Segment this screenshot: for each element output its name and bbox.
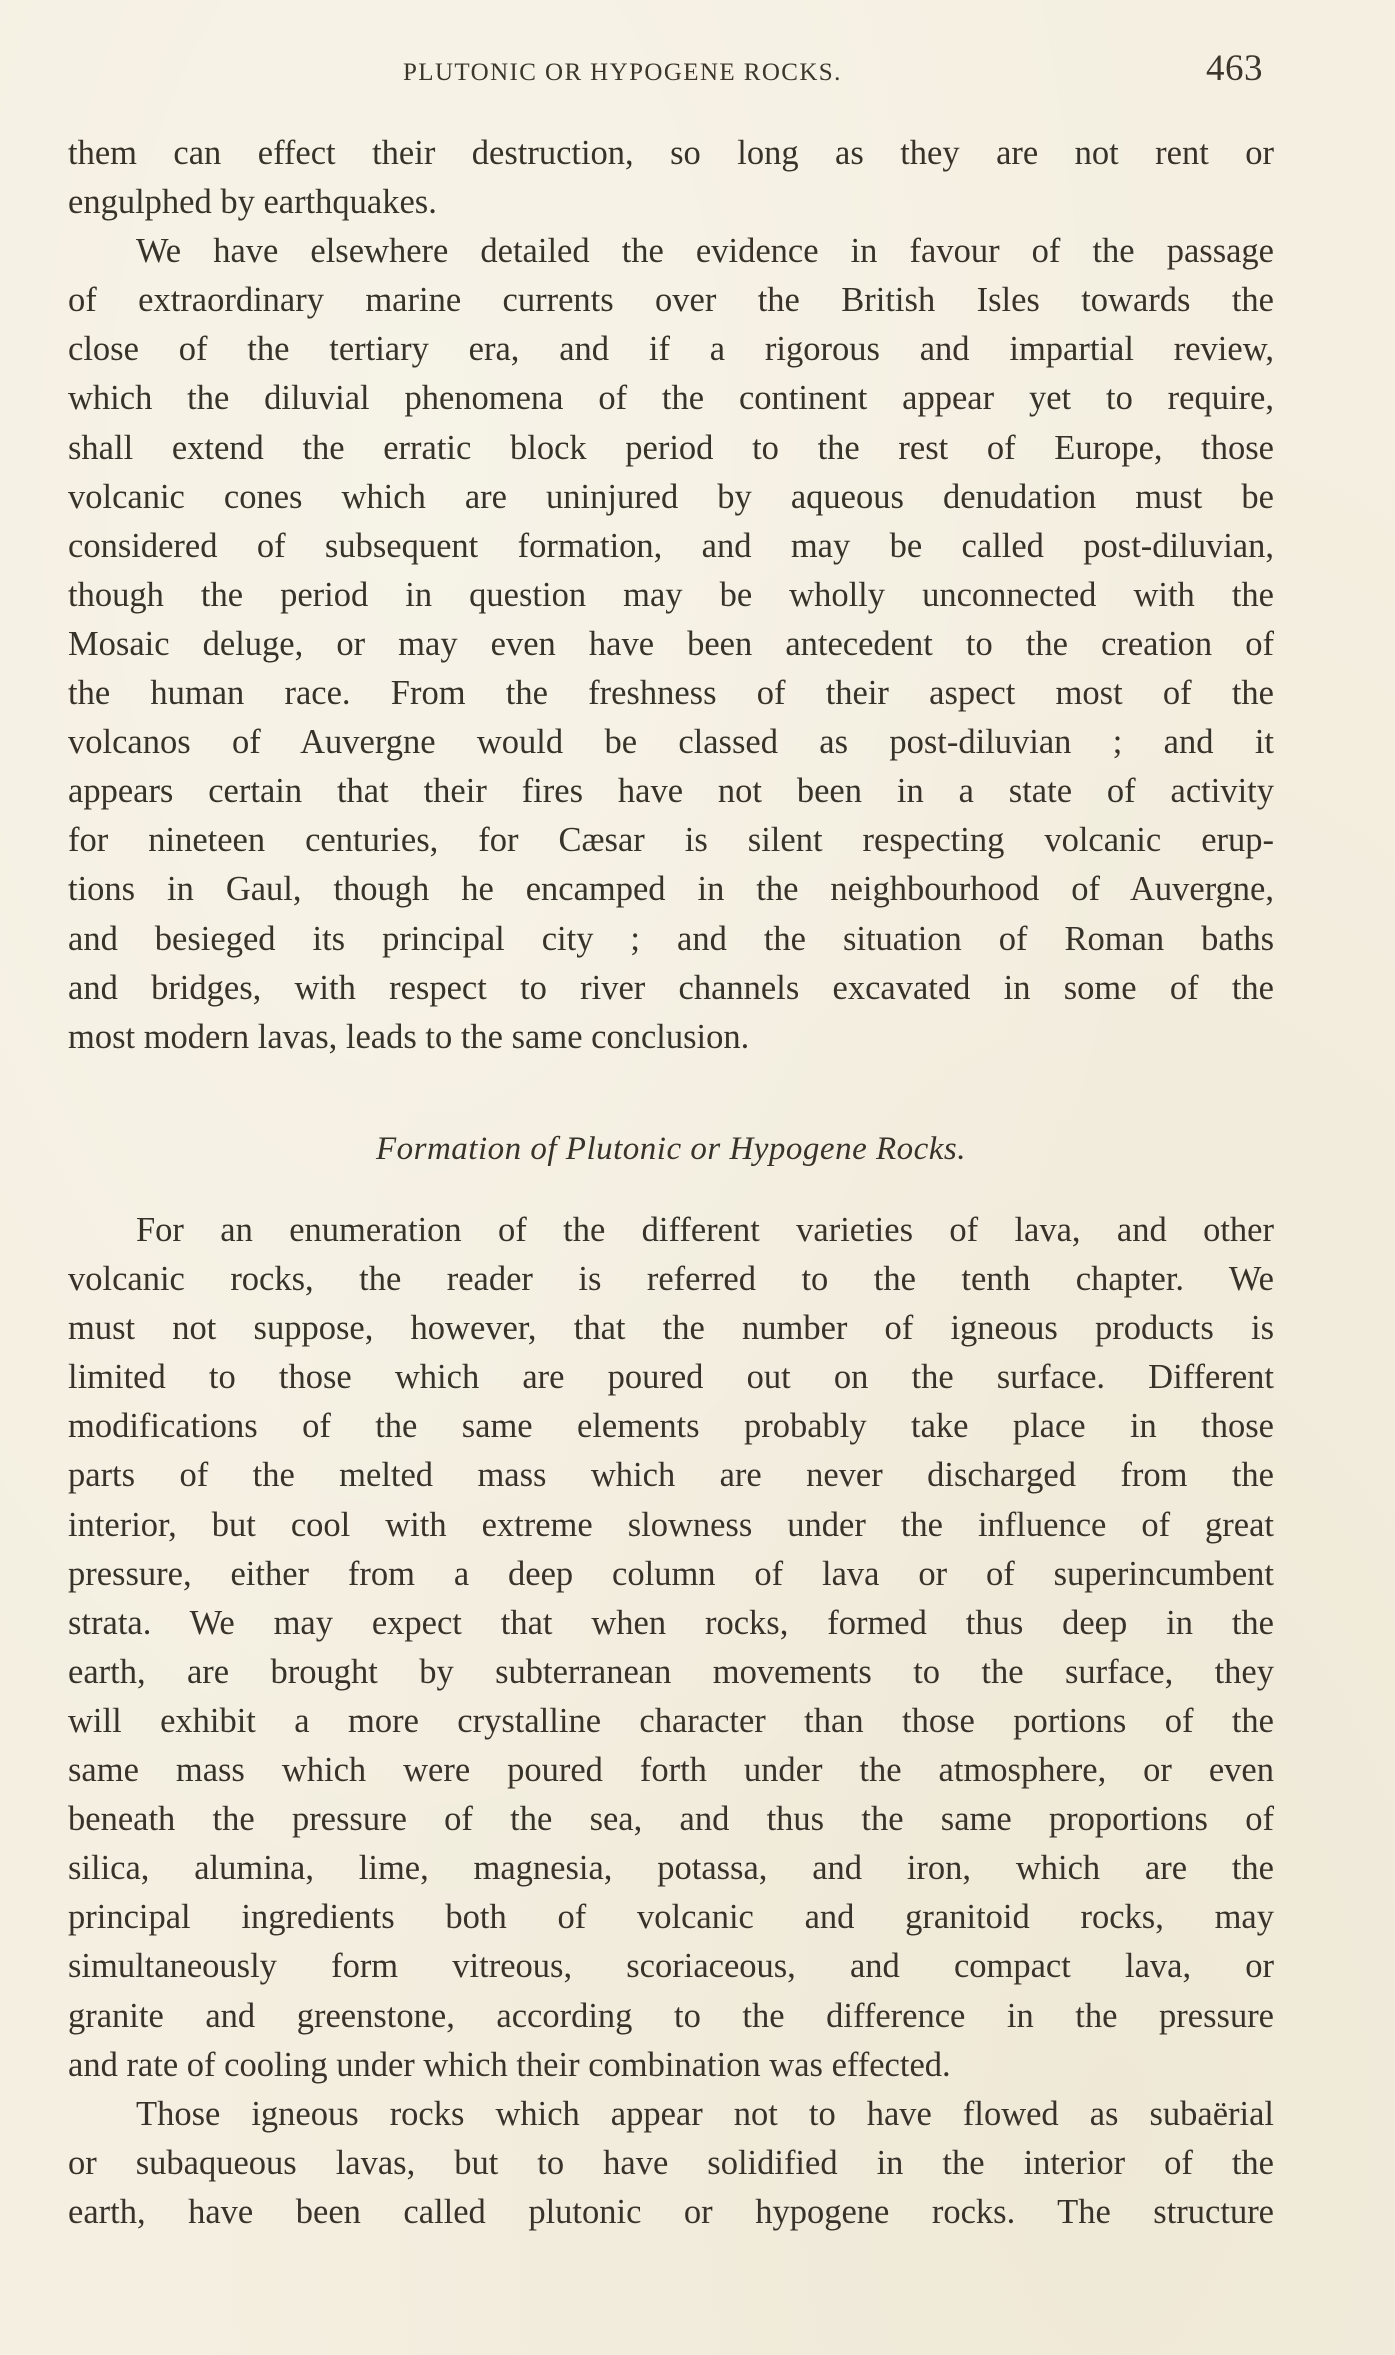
text-line: Those igneous rocks which appear not to have flowed as subaërial [136,2094,1274,2133]
text-line: volcanic cones which are uninjured by aqueous denudation must be [68,477,1274,516]
text-line: simultaneously form vitreous, scoriaceous, and compact lava, or [68,1947,1274,1986]
text-line: and rate of cooling under which their combination was effected. [68,2045,951,2084]
text-line: and bridges, with respect to river channels excavated in some of the [68,968,1274,1007]
text-line: silica, alumina, lime, magnesia, potassa, and iron, which are the [68,1849,1274,1888]
text-line: shall extend the erratic block period to the rest of Europe, those [68,428,1274,467]
text-line: for nineteen centuries, for Cæsar is silent respecting volcanic erup- [68,821,1274,860]
text-line: For an enumeration of the different varieties of lava, and other [136,1211,1274,1249]
text-line: of extraordinary marine currents over the British Isles towards the [68,281,1274,320]
text-line: strata. We may expect that when rocks, formed thus deep in the [68,1603,1274,1642]
text-line: tions in Gaul, though he encamped in the neighbourhood of Auvergne, [68,870,1274,909]
text-line: parts of the melted mass which are never discharged from the [68,1456,1274,1495]
text-line: volcanic rocks, the reader is referred to the tenth chapter. We [68,1260,1274,1299]
text-line: earth, are brought by subterranean movements to the surface, they [68,1652,1274,1691]
text-line: though the period in question may be wholly unconnected with the [68,575,1274,614]
text-line: pressure, either from a deep column of lava or of superincumbent [68,1554,1274,1593]
text-line: earth, have been called plutonic or hypogene rocks. The structure [68,2192,1274,2231]
text-line: granite and greenstone, according to the difference in the pressure [68,1996,1274,2035]
text-line: them can effect their destruction, so long as they are not rent or [68,134,1274,172]
paragraph-block-plutonic-formation [68,1206,1274,2237]
text-line: or subaqueous lavas, but to have solidified in the interior of the [68,2143,1274,2182]
text-line: engulphed by earthquakes. [68,183,437,222]
text-line: principal ingredients both of volcanic and granitoid rocks, may [68,1898,1274,1937]
text-line: interior, but cool with extreme slowness under the influence of great [68,1505,1274,1544]
text-line: volcanos of Auvergne would be classed as post-diluvian ; and it [68,723,1274,762]
text-line: most modern lavas, leads to the same conclusion. [68,1017,750,1056]
text-line: beneath the pressure of the sea, and thus the same proportions of [68,1800,1274,1839]
text-line: We have elsewhere detailed the evidence in favour of the passage [136,232,1274,271]
text-line: will exhibit a more crystalline character than those portions of the [68,1701,1274,1740]
text-line: considered of subsequent formation, and may be called post-diluvian, [68,526,1274,565]
text-line: limited to those which are poured out on the surface. Different [68,1358,1274,1397]
text-line: same mass which were poured forth under the atmosphere, or even [68,1751,1274,1790]
text-line: must not suppose, however, that the number of igneous products is [68,1309,1274,1348]
text-line: appears certain that their fires have not been in a state of activity [68,772,1274,811]
text-line: close of the tertiary era, and if a rigorous and impartial review, [68,330,1274,369]
text-line: which the diluvial phenomena of the continent appear yet to require, [68,379,1274,418]
text-line: and besieged its principal city ; and the situation of Roman baths [68,919,1274,958]
text-line: Mosaic deluge, or may even have been antecedent to the creation of [68,624,1274,663]
section-heading: Formation of Plutonic or Hypogene Rocks. [375,1131,967,1167]
text-line: modifications of the same elements probably take place in those [68,1407,1274,1446]
page-number: 463 [1206,48,1263,89]
paragraph-block-erratic-period [68,129,1274,1062]
running-header: PLUTONIC OR HYPOGENE ROCKS. [403,59,842,86]
text-line: the human race. From the freshness of their aspect most of the [68,674,1274,713]
